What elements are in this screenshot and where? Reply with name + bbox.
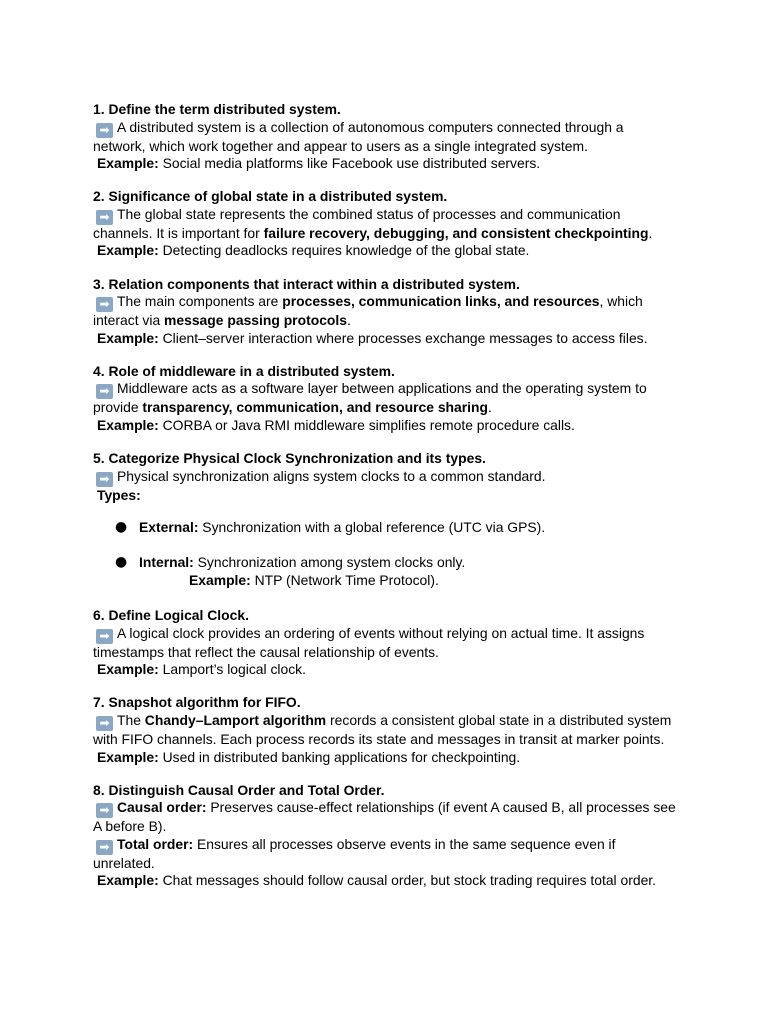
answer-text: ➡ The main components are processes, communication links, and resources, which interact via message passing protocols. [93,293,643,329]
answer-text: ➡ A logical clock provides an ordering of events without relying on actual time. It assigns timestamps that reflect the causal relationship of events. [93,624,645,660]
document-body [93,101,678,906]
example-line: Example: NTP (Network Time Protocol). [189,572,439,588]
answer-text: ➡ Physical synchronization aligns system clocks to a common standard. [93,468,678,487]
question-5 [93,450,678,589]
example-line: Example: CORBA or Java RMI middleware simplifies remote procedure calls. [97,417,575,434]
question-title: 7. Snapshot algorithm for FIFO. [93,694,301,711]
question-title: 3. Relation components that interact within a distributed system. [93,275,520,292]
list-item: ● External: Synchronization with a global reference (UTC via GPS). [115,519,546,536]
types-list [93,519,678,589]
bullet-icon: ● [115,554,128,571]
bullet-icon: ● [115,519,128,536]
answer-text: ➡ A distributed system is a collection of autonomous computers connected through a network, which work together and appear to users as a single integrated system. [93,118,624,154]
question-8 [93,782,678,890]
question-title: 2. Significance of global state in a distributed system. [93,188,448,205]
right-arrow-icon: ➡ [96,472,113,487]
question-1 [93,101,678,173]
example-label: Example: [189,572,251,588]
right-arrow-icon: ➡ [96,210,113,225]
question-title: 8. Distinguish Causal Order and Total Order. [93,781,385,798]
question-title: 1. Define the term distributed system. [93,101,341,117]
question-7 [93,694,678,766]
example-line: Example: Social media platforms like Facebook use distributed servers. [97,155,541,172]
question-3 [93,276,678,348]
right-arrow-icon: ➡ [96,123,113,138]
answer-text: ➡ The Chandy–Lamport algorithm records a consistent global state in a distributed system with FIFO channels. Each process records its state and messages in transit at marker points. [93,711,672,747]
answer-text-causal: ➡ Causal order: Preserves cause-effect relationships (if event A caused B, all processes see A before B). [93,799,676,835]
example-label: Example: [97,417,159,434]
example-line: Example: Client–server interaction where processes exchange messages to access files. [97,329,648,346]
example-line: Example: Detecting deadlocks requires knowledge of the global state. [97,242,530,259]
answer-text-total: ➡ Total order: Ensures all processes observe events in the same sequence even if unrelated. [93,835,616,871]
question-title: 6. Define Logical Clock. [93,607,249,624]
example-label: Example: [97,242,159,259]
question-2 [93,188,678,260]
answer-text: ➡ The global state represents the combined status of processes and communication channels. It is important for failure recovery, debugging, and consistent checkpointing. [93,205,653,241]
question-4 [93,363,678,435]
example-line: Example: Chat messages should follow causal order, but stock trading requires total order. [97,872,657,889]
right-arrow-icon: ➡ [96,629,113,644]
example-label: Example: [97,329,159,346]
example-label: Example: [97,661,159,678]
right-arrow-icon: ➡ [96,840,113,855]
example-line: Example: Lamport’s logical clock. [97,661,306,678]
list-item: ● Internal: Synchronization among system clocks only. Example: NTP (Network Time Protocol). [115,554,466,588]
example-label: Example: [97,872,159,889]
example-label: Example: [97,155,159,172]
example-label: Example: [97,748,159,765]
example-line: Example: Used in distributed banking applications for checkpointing. [97,748,521,765]
types-label: Types: [97,486,141,503]
right-arrow-icon: ➡ [96,297,113,312]
question-6 [93,607,678,679]
question-title: 5. Categorize Physical Clock Synchronization and its types. [93,450,486,467]
question-title: 4. Role of middleware in a distributed system. [93,362,395,379]
right-arrow-icon: ➡ [96,716,113,731]
answer-text: ➡ Middleware acts as a software layer between applications and the operating system to provide transparency, communication, and resource sharing. [93,380,647,416]
right-arrow-icon: ➡ [96,384,113,399]
right-arrow-icon: ➡ [96,803,113,818]
